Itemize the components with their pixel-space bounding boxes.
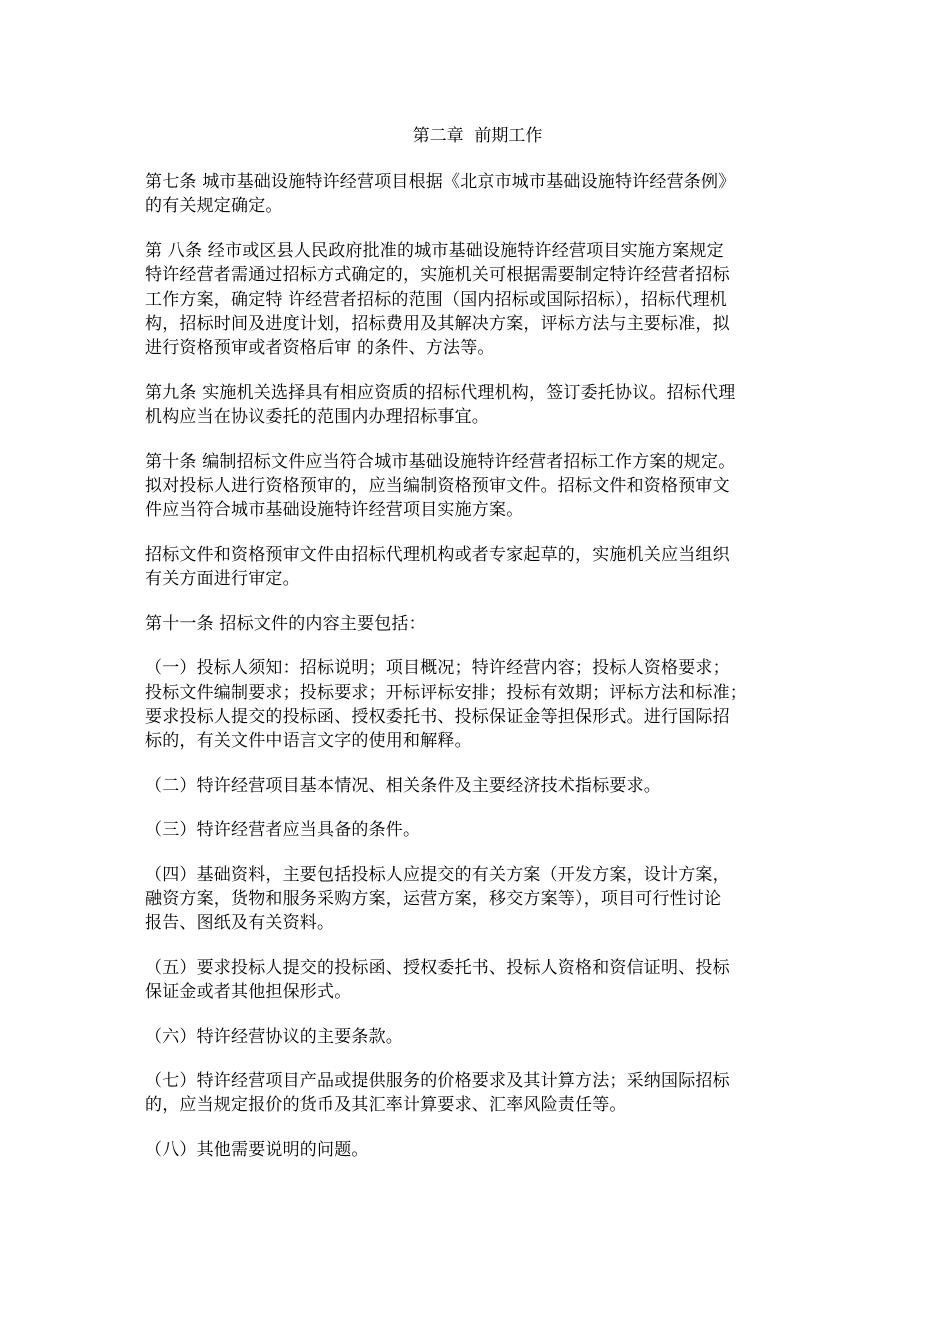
- list-item-8: （八）其他需要说明的问题。: [145, 1139, 369, 1160]
- article-8-paragraph: 第 八条 经市或区县人民政府批准的城市基础设施特许经营项目实施方案规定 特许经营者需通过招标方式确定的，实施机关可根据需要制定特许经营者招标 工作方案，确定特 许经营者招标的范围（国内招标或国际招标），招标代理机 构，招标时间及进度计划，招标费用及其解决方案，评标方法与主要标准，拟 进行资格预审或者资格后审 的条件、方法等。: [145, 240, 730, 359]
- list-item-3: （三）特许经营者应当具备的条件。: [145, 820, 421, 841]
- drafting-review-paragraph: 招标文件和资格预审文件由招标代理机构或者专家起草的，实施机关应当组织 有关方面进行审定。: [145, 544, 730, 590]
- list-item-5: （五）要求投标人提交的投标函、授权委托书、投标人资格和资信证明、投标 保证金或者其他担保形式。: [145, 957, 730, 1003]
- list-item-7: （七）特许经营项目产品或提供服务的价格要求及其计算方法；采纳国际招标 的，应当规定报价的货币及其汇率计算要求、汇率风险责任等。: [145, 1070, 730, 1116]
- chapter-title: 第二章 前期工作: [412, 126, 543, 146]
- list-item-1: （一）投标人须知：招标说明；项目概况；特许经营内容；投标人资格要求； 投标文件编制要求；投标要求；开标评标安排；投标有效期；评标方法和标准； 要求投标人提交的投标函、授权委托书、投标保证金等担保形式。进行国际招 标的，有关文件中语言文字的使用和解释。: [145, 658, 747, 752]
- list-item-6: （六）特许经营协议的主要条款。: [145, 1026, 403, 1047]
- article-11-paragraph: 第十一条 招标文件的内容主要包括：: [145, 613, 426, 634]
- document-body: [145, 122, 810, 1182]
- article-10-paragraph: 第十条 编制招标文件应当符合城市基础设施特许经营者招标工作方案的规定。 拟对投标人进行资格预审的，应当编制资格预审文件。招标文件和资格预审文 件应当符合城市基础设施特许经营项目实施方案。: [145, 451, 736, 521]
- list-item-4: （四）基础资料，主要包括投标人应提交的有关方案（开发方案，设计方案， 融资方案，货物和服务采购方案，运营方案，移交方案等），项目可行性讨论 报告、图纸及有关资料。: [145, 864, 730, 934]
- list-item-2: （二）特许经营项目基本情况、相关条件及主要经济技术指标要求。: [145, 775, 661, 796]
- article-7-paragraph: 第七条 城市基础设施特许经营项目根据《北京市城市基础设施特许经营条例》 的有关规定确定。: [145, 172, 736, 217]
- article-9-paragraph: 第九条 实施机关选择具有相应资质的招标代理机构，签订委托协议。招标代理 机构应当在协议委托的范围内办理招标事宜。: [145, 382, 736, 428]
